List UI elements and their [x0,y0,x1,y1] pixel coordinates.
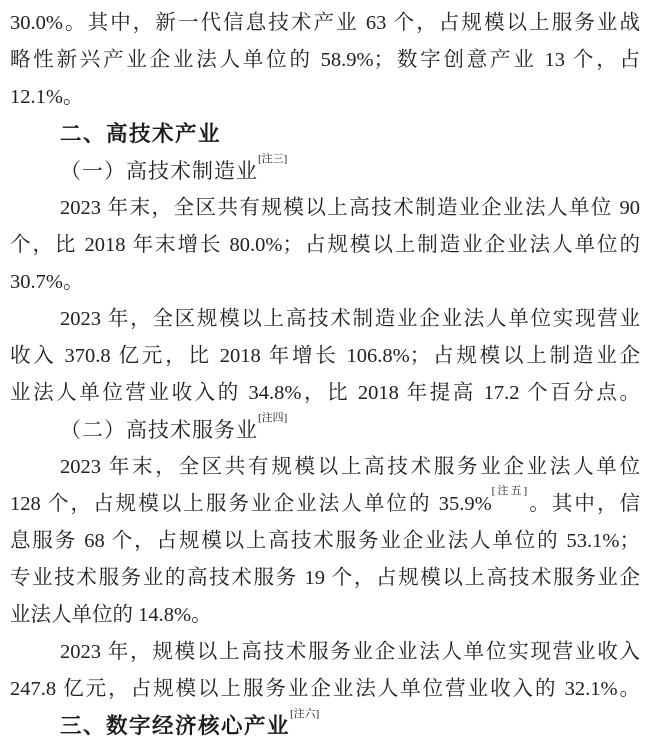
text-run: 2023 年，全区规模以上高技术制造业企业法人单位实现营业 [60,308,640,330]
paragraph-line [10,5,640,42]
subsection-heading [10,412,640,449]
text-run: 业法人单位的 14.8%。 [10,604,212,626]
paragraph-line [10,486,640,523]
subsection-heading [10,153,640,190]
text-run: 收入 370.8 亿元，比 2018 年增长 106.8%；占规模以上制造业企 [10,345,640,367]
text-run: 个，比 2018 年末增长 80.0%；占规模以上制造业企业法人单位的 [10,234,640,256]
text-run: 2023 年末，全区共有规模以上高技术服务业企业法人单位 [60,456,640,478]
text-run: 专业技术服务业的高技术服务 19 个，占规模以上高技术服务业企 [10,567,640,589]
text-run: 30.7%。 [10,271,84,293]
text-run: 业法人单位营业收入的 34.8%，比 2018 年提高 17.2 个百分点。 [10,382,640,404]
text-run: 息服务 68 个，占规模以上高技术服务业企业法人单位的 53.1%； [10,530,640,552]
text-run: （二）高技术服务业 [60,418,258,442]
paragraph-line [10,597,640,634]
footnote-ref: [注五] [491,485,528,498]
paragraph-line [10,449,640,486]
text-run: 128 个，占规模以上服务业企业法人单位的 35.9% [10,493,492,515]
text-run: 2023 年，规模以上高技术服务业企业法人单位实现营业收入 [60,641,640,663]
paragraph-line [10,79,640,116]
text-run: 略性新兴产业企业法人单位的 58.9%；数字创意产业 13 个，占 [10,49,640,71]
paragraph-line [10,227,640,264]
paragraph-line [10,560,640,597]
footnote-ref: [注四] [258,412,288,424]
paragraph-line [10,523,640,560]
text-run: 2023 年末，全区共有规模以上高技术制造业企业法人单位 90 [60,197,640,219]
footnote-ref: [注六] [290,707,320,720]
paragraph-line [10,671,640,708]
paragraph-line [10,190,640,227]
paragraph-line [10,634,640,671]
section-heading [10,708,640,745]
paragraph-line [10,42,640,79]
text-run: 二、高技术产业 [60,122,222,146]
text-run: 247.8 亿元，占规模以上服务业企业法人单位营业收入的 32.1%。 [10,678,640,700]
text-run: 30.0%。其中，新一代信息技术产业 63 个，占规模以上服务业战 [10,12,640,34]
text-run: 。其中，信 [527,493,641,515]
text-run: 12.1%。 [10,86,84,108]
paragraph-line [10,338,640,375]
paragraph-line [10,375,640,412]
paragraph-line [10,301,640,338]
text-run: 三、数字经济核心产业 [60,714,291,738]
footnote-ref: [注三] [258,153,288,165]
section-heading [10,116,640,153]
text-run: （一）高技术制造业 [60,159,258,183]
paragraph-line [10,264,640,301]
